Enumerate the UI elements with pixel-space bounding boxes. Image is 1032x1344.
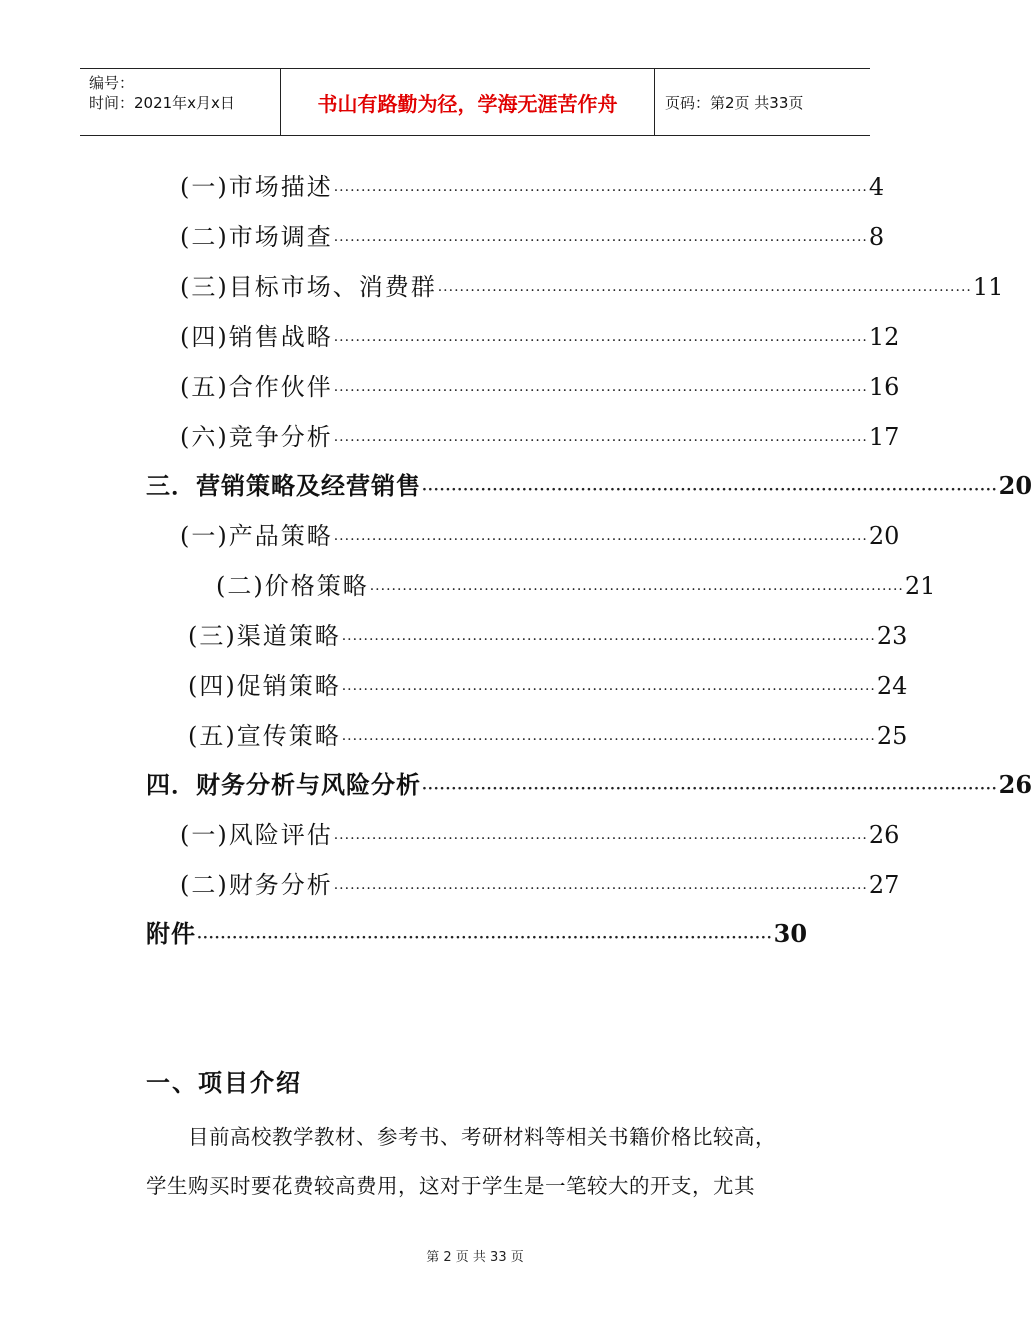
toc-entry-page: 21 <box>904 572 936 600</box>
toc-entry-page: 20 <box>998 471 1032 500</box>
toc-leader-dots: ·································································································· <box>333 183 868 199</box>
toc-entry-page: 27 <box>868 871 900 899</box>
toc-entry-target-market[interactable] <box>180 267 1004 302</box>
toc-entry-label: 附件 <box>146 919 196 948</box>
toc-entry-label: (一)市场描述 <box>180 173 333 201</box>
toc-entry-label: (三)渠道策略 <box>188 622 341 650</box>
date-label: 时间：2021年x月x日 <box>89 94 235 112</box>
toc-entry-financial-risk-analysis[interactable] <box>146 765 1032 800</box>
toc-entry-page: 26 <box>998 770 1032 799</box>
toc-leader-dots: ·································································································· <box>333 333 868 349</box>
toc-entry-label: (二)价格策略 <box>216 572 369 600</box>
toc-leader-dots: ·································································································· <box>333 831 868 847</box>
toc-leader-dots: ·································································································· <box>333 433 868 449</box>
toc-entry-label: (四)促销策略 <box>188 672 341 700</box>
toc-entry-page: 25 <box>876 722 908 750</box>
toc-entry-marketing-strategy[interactable] <box>146 466 1032 501</box>
toc-entry-promotion-strategy[interactable] <box>188 666 908 701</box>
toc-leader-dots: ·································································································· <box>341 682 876 698</box>
toc-entry-page: 24 <box>876 672 908 700</box>
toc-entry-label: (一)风险评估 <box>180 821 333 849</box>
toc-entry-label: (四)销售战略 <box>180 323 333 351</box>
toc-entry-channel-strategy[interactable] <box>188 616 908 651</box>
toc-leader-dots: ·································································································· <box>333 383 868 399</box>
toc-entry-label: (二)财务分析 <box>180 871 333 899</box>
toc-entry-product-strategy[interactable] <box>180 516 900 551</box>
toc-entry-partners[interactable] <box>180 367 900 402</box>
header-motto: 书山有路勤为径，学海无涯苦作舟 <box>281 69 655 135</box>
toc-entry-page: 11 <box>972 273 1004 301</box>
toc-entry-competition-analysis[interactable] <box>180 417 900 452</box>
toc-leader-dots: ·································································································· <box>422 781 998 797</box>
toc-entry-market-survey[interactable] <box>180 217 885 252</box>
page-footer: 第 2 页 共 33 页 <box>426 1250 524 1265</box>
toc-entry-label: (二)市场调查 <box>180 223 333 251</box>
toc-entry-page: 30 <box>773 919 808 948</box>
toc-entry-page: 20 <box>868 522 900 550</box>
toc-entry-label: (六)竞争分析 <box>180 423 333 451</box>
toc-leader-dots: ·································································································· <box>333 532 868 548</box>
header-meta-cell <box>80 69 281 135</box>
toc-entry-page: 23 <box>876 622 908 650</box>
toc-entry-page: 8 <box>868 223 885 251</box>
toc-leader-dots: ·································································································· <box>333 881 868 897</box>
toc-entry-financial-analysis[interactable] <box>180 865 900 900</box>
toc-leader-dots: ·································································································· <box>341 632 876 648</box>
toc-leader-dots: ·································································································· <box>369 582 904 598</box>
toc-entry-label: (一)产品策略 <box>180 522 333 550</box>
toc-entry-label: (五)合作伙伴 <box>180 373 333 401</box>
section-heading: 一、项目介绍 <box>146 1068 302 1097</box>
toc-entry-publicity-strategy[interactable] <box>188 716 908 751</box>
toc-entry-appendix[interactable] <box>146 914 808 949</box>
toc-entry-page: 16 <box>868 373 900 401</box>
toc-leader-dots: ·································································································· <box>422 482 998 498</box>
header-page-info: 页码：第2页 共33页 <box>665 93 804 112</box>
toc-entry-page: 26 <box>868 821 900 849</box>
toc-entry-market-description[interactable] <box>180 167 885 202</box>
toc-entry-label: (五)宣传策略 <box>188 722 341 750</box>
toc-entry-page: 17 <box>868 423 900 451</box>
toc-entry-page: 12 <box>868 323 900 351</box>
toc-entry-page: 4 <box>868 173 885 201</box>
toc-entry-label: 三．营销策略及经营销售 <box>146 471 421 500</box>
toc-entry-sales-strategy[interactable] <box>180 317 900 352</box>
toc-leader-dots: ·································································································· <box>197 930 773 946</box>
page-header <box>80 68 870 136</box>
body-text-line: 目前高校教学教材、参考书、考研材料等相关书籍价格比较高， <box>188 1125 776 1149</box>
toc-entry-label: 四．财务分析与风险分析 <box>146 770 421 799</box>
toc-entry-price-strategy[interactable] <box>216 566 936 601</box>
toc-leader-dots: ·································································································· <box>437 283 972 299</box>
number-label: 编号： <box>89 74 135 92</box>
toc-leader-dots: ·································································································· <box>333 233 868 249</box>
body-text-line: 学生购买时要花费较高费用，这对于学生是一笔较大的开支，尤其 <box>146 1174 755 1198</box>
toc-entry-risk-assessment[interactable] <box>180 815 900 850</box>
toc-entry-label: (三)目标市场、消费群 <box>180 273 437 301</box>
toc-leader-dots: ·································································································· <box>341 732 876 748</box>
